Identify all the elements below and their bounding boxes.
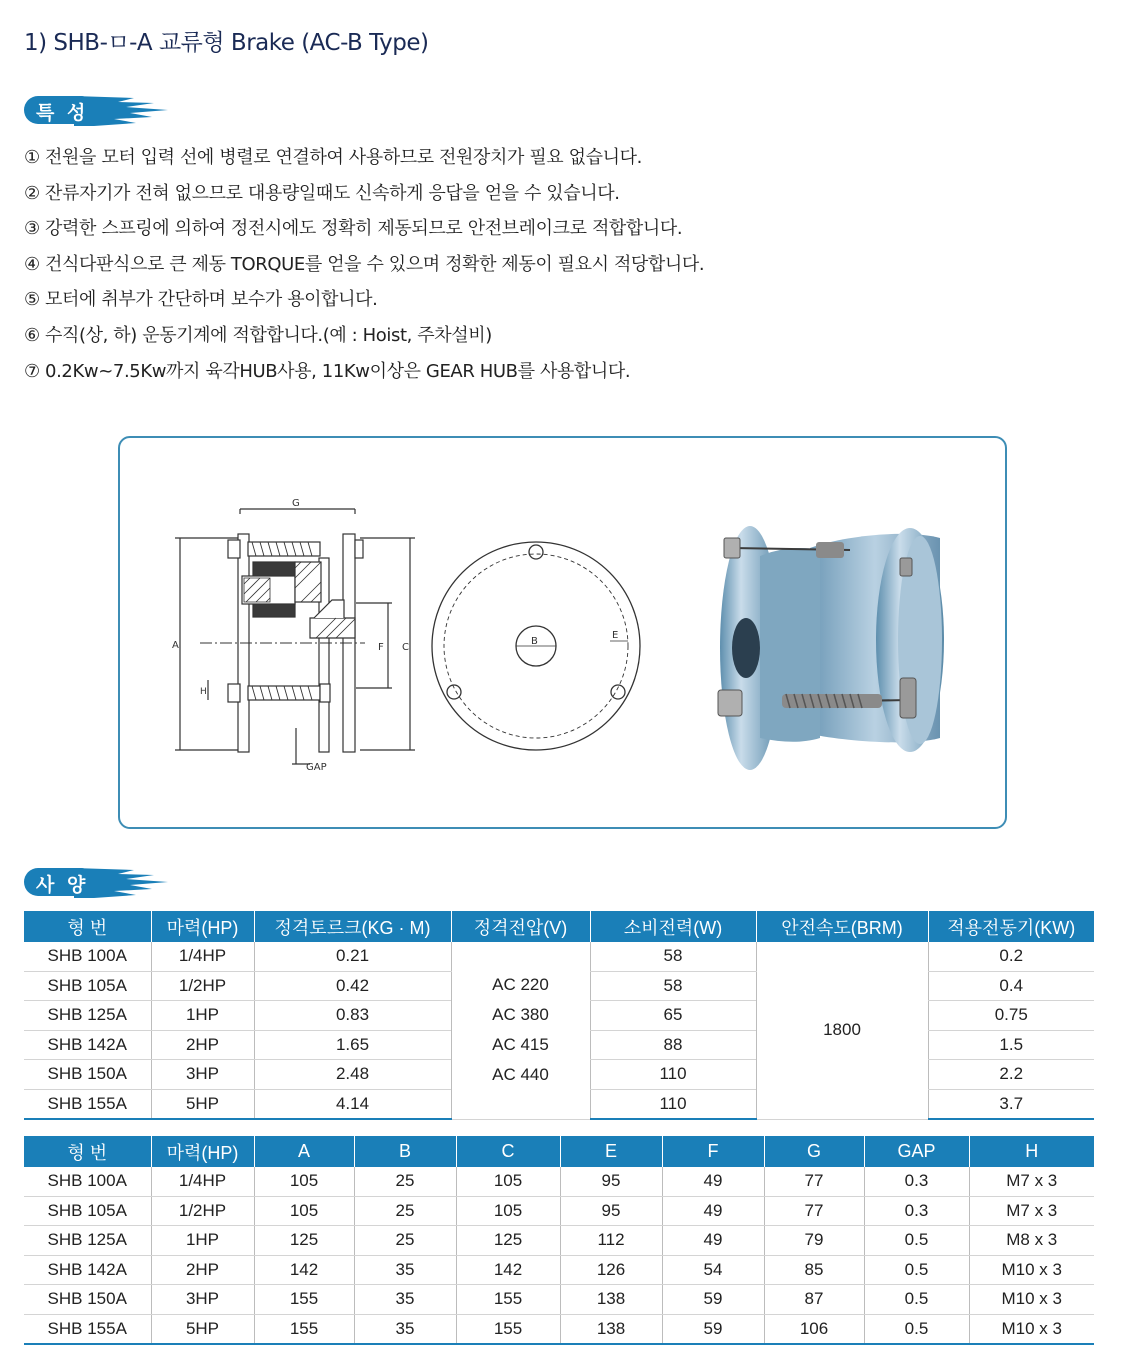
table-cell: 79 [764, 1226, 864, 1256]
features-list [24, 146, 704, 395]
dim-g-label: G [292, 498, 300, 509]
table-cell: 95 [560, 1196, 662, 1226]
table-cell: 0.3 [864, 1196, 969, 1226]
table-cell: 105 [456, 1196, 560, 1226]
power-cell: 58 [590, 942, 756, 971]
side-section-drawing [172, 498, 415, 773]
table-cell: 35 [354, 1314, 456, 1344]
table-cell: SHB 150A [24, 1285, 151, 1315]
table-cell: 59 [662, 1285, 764, 1315]
table-cell: 155 [456, 1314, 560, 1344]
col-header: H [969, 1136, 1094, 1167]
table-cell: M7 x 3 [969, 1196, 1094, 1226]
brush-stroke-icon [74, 94, 170, 128]
table-row [24, 942, 1094, 971]
table-row [24, 1255, 1094, 1285]
dim-h-label: H [200, 687, 207, 697]
col-header: F [662, 1136, 764, 1167]
col-header: 안전속도(BRM) [756, 911, 928, 942]
table-cell: 49 [662, 1196, 764, 1226]
table-cell: 105 [254, 1196, 354, 1226]
table-cell: 87 [764, 1285, 864, 1315]
features-badge [24, 94, 146, 128]
voltage-value: AC 440 [492, 1065, 549, 1085]
table-cell: M10 x 3 [969, 1255, 1094, 1285]
table-cell: 0.5 [864, 1226, 969, 1256]
motor-kw-cell: 0.4 [928, 971, 1094, 1001]
voltage-value: AC 415 [492, 1035, 549, 1055]
torque-cell: 4.14 [254, 1089, 451, 1119]
table-cell: 0.5 [864, 1314, 969, 1344]
speed-cell: 1800 [756, 942, 928, 1119]
brake-drawing [120, 438, 1005, 827]
motor-kw-cell: 1.5 [928, 1030, 1094, 1060]
torque-cell: 0.42 [254, 971, 451, 1001]
hp-cell: 1/4HP [151, 942, 254, 971]
table-cell: SHB 105A [24, 1196, 151, 1226]
torque-cell: 1.65 [254, 1030, 451, 1060]
dim-c-label: C [402, 642, 409, 653]
feature-item: ① 전원을 모터 입력 선에 병렬로 연결하여 사용하므로 전원장치가 필요 없습니다. [24, 147, 642, 168]
power-cell: 58 [590, 971, 756, 1001]
table-cell: 138 [560, 1285, 662, 1315]
power-cell: 110 [590, 1060, 756, 1090]
table-row [24, 1196, 1094, 1226]
table-cell: 142 [254, 1255, 354, 1285]
col-header: 적용전동기(KW) [928, 911, 1094, 942]
dim-e-label: E [612, 630, 619, 641]
col-header: GAP [864, 1136, 969, 1167]
dim-b-label: B [531, 636, 538, 647]
table-cell: 126 [560, 1255, 662, 1285]
table-cell: M7 x 3 [969, 1167, 1094, 1196]
voltage-value: AC 380 [492, 1005, 549, 1025]
table-cell: M10 x 3 [969, 1285, 1094, 1315]
hp-cell: 5HP [151, 1089, 254, 1119]
front-view-drawing [432, 542, 640, 750]
table-cell: 95 [560, 1167, 662, 1196]
table-cell: 77 [764, 1196, 864, 1226]
table-row [24, 1226, 1094, 1256]
col-header: 형 번 [24, 911, 151, 942]
power-cell: 65 [590, 1001, 756, 1031]
col-header: E [560, 1136, 662, 1167]
table-cell: 125 [456, 1226, 560, 1256]
table-cell: 25 [354, 1167, 456, 1196]
hp-cell: 1HP [151, 1001, 254, 1031]
model-cell: SHB 150A [24, 1060, 151, 1090]
power-cell: 110 [590, 1089, 756, 1119]
dim-gap-label: GAP [306, 762, 327, 773]
motor-kw-cell: 2.2 [928, 1060, 1094, 1090]
motor-kw-cell: 0.75 [928, 1001, 1094, 1031]
table-cell: 112 [560, 1226, 662, 1256]
table-cell: 3HP [151, 1285, 254, 1315]
spec-table-electrical [24, 911, 1094, 1120]
dim-f-label: F [378, 642, 384, 653]
dim-a-label: A [172, 640, 179, 651]
table-row [24, 1314, 1094, 1344]
table-cell: 59 [662, 1314, 764, 1344]
table-cell: 35 [354, 1255, 456, 1285]
table-cell: 138 [560, 1314, 662, 1344]
features-badge-label: 특 성 [36, 102, 89, 124]
feature-item: ⑤ 모터에 취부가 간단하며 보수가 용이합니다. [24, 289, 378, 311]
table-cell: 0.5 [864, 1285, 969, 1315]
col-header: A [254, 1136, 354, 1167]
table-cell: 0.5 [864, 1255, 969, 1285]
page-title: 1) SHB-ㅁ-A 교류형 Brake (AC-B Type) [24, 30, 429, 56]
spec-badge [24, 866, 146, 900]
torque-cell: 0.83 [254, 1001, 451, 1031]
spec-badge-label: 사 양 [36, 874, 89, 896]
table-row [24, 1167, 1094, 1196]
table-cell: SHB 125A [24, 1226, 151, 1256]
model-cell: SHB 142A [24, 1030, 151, 1060]
feature-item: ④ 건식다판식으로 큰 제동 TORQUE를 얻을 수 있으며 정확한 제동이 필요시 적당합니다. [24, 253, 705, 275]
table-cell: 49 [662, 1226, 764, 1256]
feature-item: ⑥ 수직(상, 하) 운동기계에 적합합니다.(예 : Hoist, 주차설비) [24, 324, 492, 346]
table-cell: 35 [354, 1285, 456, 1315]
table-cell: 1/4HP [151, 1167, 254, 1196]
figure-frame [118, 436, 1007, 829]
table-cell: 125 [254, 1226, 354, 1256]
table-cell: 1/2HP [151, 1196, 254, 1226]
col-header: G [764, 1136, 864, 1167]
feature-item: ② 잔류자기가 전혀 없으므로 대용량일때도 신속하게 응답을 얻을 수 있습니다. [24, 182, 620, 204]
table-cell: 155 [456, 1285, 560, 1315]
table-cell: 0.3 [864, 1167, 969, 1196]
col-header: 정격전압(V) [451, 911, 590, 942]
hp-cell: 2HP [151, 1030, 254, 1060]
col-header: 마력(HP) [151, 1136, 254, 1167]
torque-cell: 2.48 [254, 1060, 451, 1090]
brake-product-illustration [718, 526, 944, 770]
table-cell: 105 [254, 1167, 354, 1196]
table-cell: 85 [764, 1255, 864, 1285]
table-cell: 77 [764, 1167, 864, 1196]
spec-table-dimensions [24, 1136, 1094, 1345]
table-cell: 25 [354, 1226, 456, 1256]
table-cell: 155 [254, 1285, 354, 1315]
feature-item: ③ 강력한 스프링에 의하여 정전시에도 정확히 제동되므로 안전브레이크로 적합합니다. [24, 218, 683, 240]
table-cell: 155 [254, 1314, 354, 1344]
model-cell: SHB 125A [24, 1001, 151, 1031]
table-cell: 142 [456, 1255, 560, 1285]
model-cell: SHB 105A [24, 971, 151, 1001]
table-cell: SHB 100A [24, 1167, 151, 1196]
brush-stroke-icon [74, 866, 170, 900]
table-cell: 49 [662, 1167, 764, 1196]
table-cell: SHB 142A [24, 1255, 151, 1285]
feature-item: ⑦ 0.2Kw~7.5Kw까지 육각HUB사용, 11Kw이상은 GEAR HUB를 사용합니다. [24, 360, 631, 382]
table-row [24, 1285, 1094, 1315]
col-header: 마력(HP) [151, 911, 254, 942]
voltage-value: AC 220 [492, 975, 549, 995]
model-cell: SHB 155A [24, 1089, 151, 1119]
table-cell: 106 [764, 1314, 864, 1344]
col-header: B [354, 1136, 456, 1167]
power-cell: 88 [590, 1030, 756, 1060]
table-cell: M10 x 3 [969, 1314, 1094, 1344]
torque-cell: 0.21 [254, 942, 451, 971]
col-header: 정격토르크(KG · M) [254, 911, 451, 942]
motor-kw-cell: 3.7 [928, 1089, 1094, 1119]
hp-cell: 3HP [151, 1060, 254, 1090]
model-cell: SHB 100A [24, 942, 151, 971]
table-cell: 54 [662, 1255, 764, 1285]
table-cell: 2HP [151, 1255, 254, 1285]
col-header: 소비전력(W) [590, 911, 756, 942]
col-header: 형 번 [24, 1136, 151, 1167]
table-cell: 5HP [151, 1314, 254, 1344]
motor-kw-cell: 0.2 [928, 942, 1094, 971]
voltage-cell [451, 942, 590, 1119]
col-header: C [456, 1136, 560, 1167]
table-cell: 105 [456, 1167, 560, 1196]
table-cell: 1HP [151, 1226, 254, 1256]
table-cell: SHB 155A [24, 1314, 151, 1344]
table-cell: 25 [354, 1196, 456, 1226]
hp-cell: 1/2HP [151, 971, 254, 1001]
table-cell: M8 x 3 [969, 1226, 1094, 1256]
